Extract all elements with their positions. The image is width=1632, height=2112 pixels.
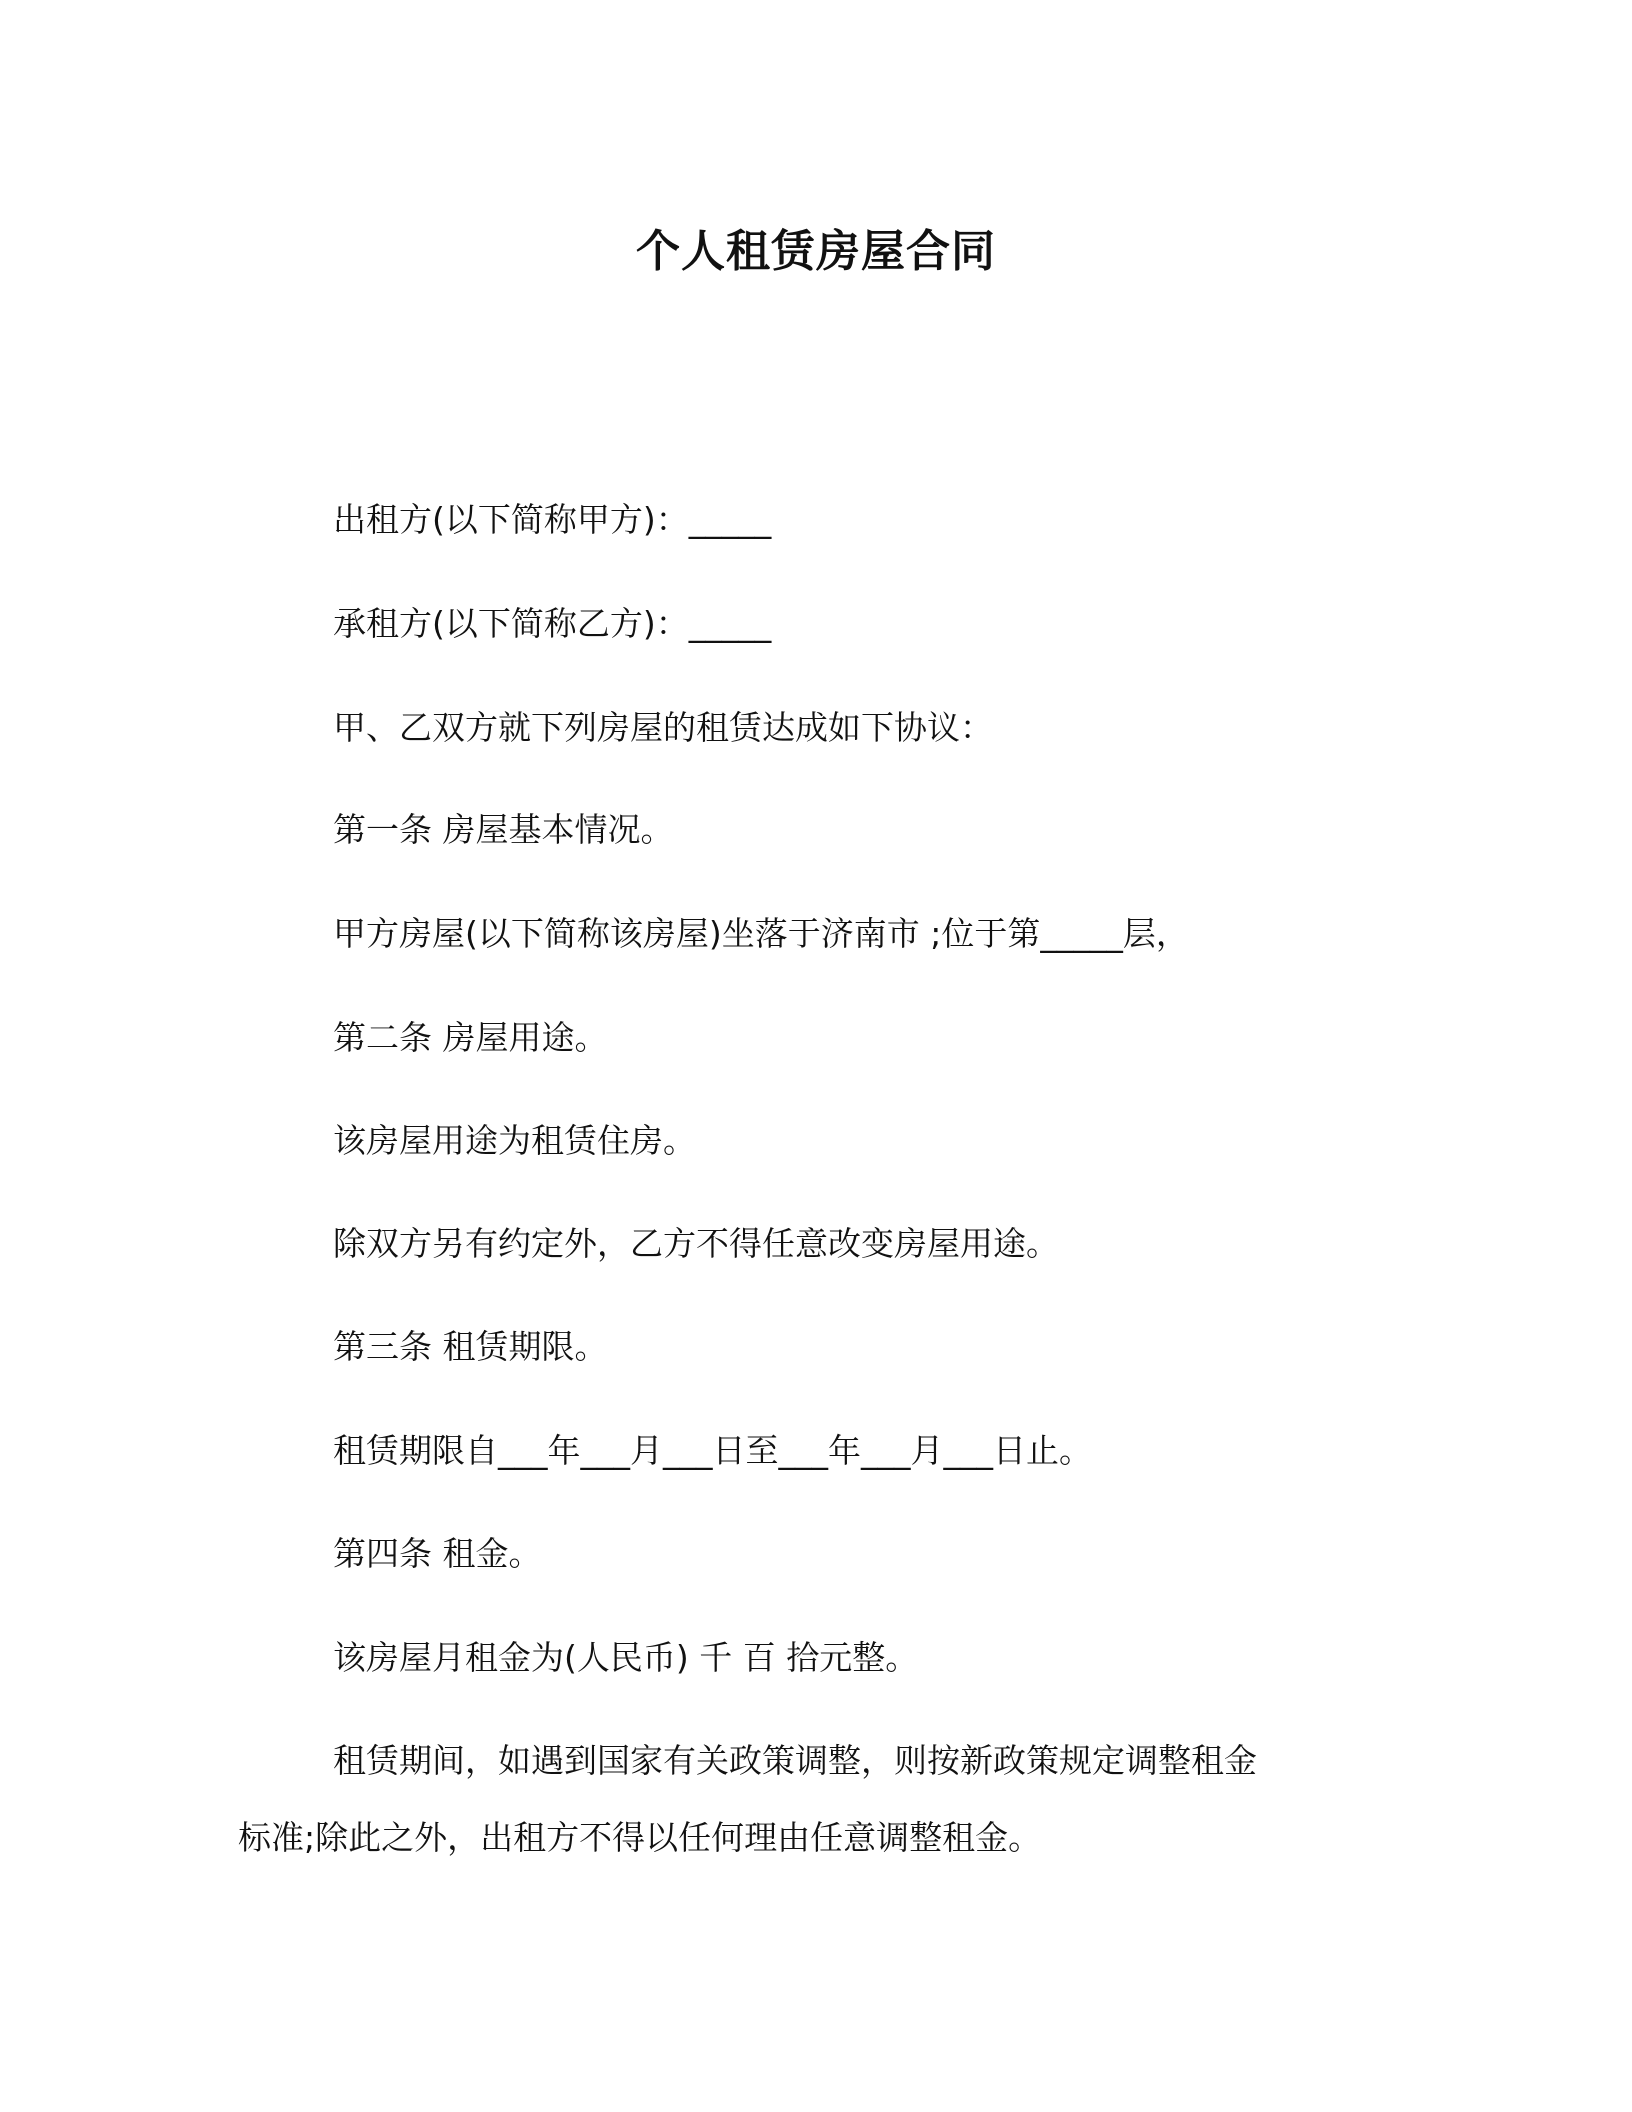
- article-2-heading: 第二条 房屋用途。: [333, 1018, 608, 1057]
- article-2-text-1: 该房屋用途为租赁住房。: [333, 1121, 696, 1160]
- article-1-heading: 第一条 房屋基本情况。: [333, 810, 674, 849]
- article-3-heading: 第三条 租赁期限。: [333, 1327, 608, 1366]
- article-4-heading: 第四条 租金。: [333, 1534, 542, 1573]
- article-1-text: 甲方房屋(以下简称该房屋)坐落于济南市 ;位于第_____层，: [333, 914, 1189, 953]
- article-4-text-2: 租赁期间，如遇到国家有关政策调整，则按新政策规定调整租金: [333, 1741, 1257, 1780]
- article-4-text-2-continuation: 标准;除此之外，出租方不得以任何理由任意调整租金。: [238, 1818, 1042, 1857]
- article-2-text-2: 除双方另有约定外，乙方不得任意改变房屋用途。: [333, 1224, 1059, 1263]
- clause-agreement-intro: 甲、乙双方就下列房屋的租赁达成如下协议：: [333, 708, 993, 747]
- article-4-text-1: 该房屋月租金为(人民币) 千 百 拾元整。: [333, 1638, 919, 1677]
- clause-lessee: 承租方(以下简称乙方)：_____: [333, 604, 772, 643]
- article-3-text: 租赁期限自___年___月___日至___年___月___日止。: [333, 1431, 1092, 1470]
- clause-lessor: 出租方(以下简称甲方)：_____: [333, 500, 772, 539]
- document-title: 个人租赁房屋合同: [636, 226, 996, 277]
